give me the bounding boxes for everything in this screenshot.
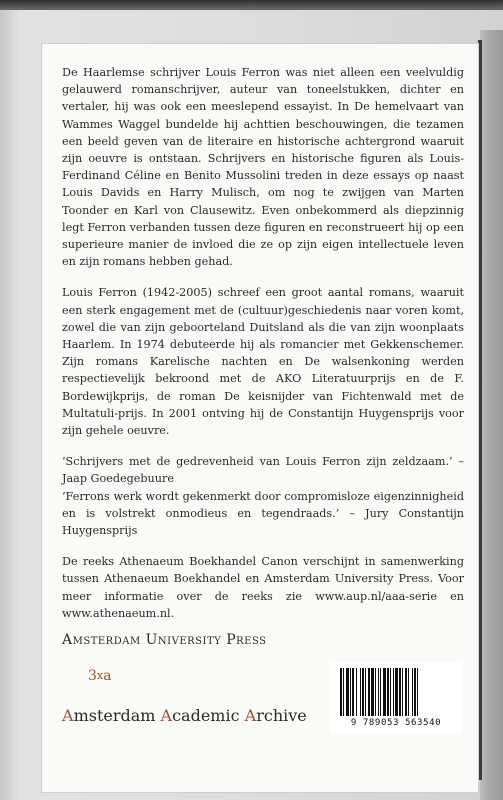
barcode-bar <box>402 668 403 716</box>
book-spine-edge <box>480 30 503 800</box>
barcode-bar <box>412 668 413 716</box>
review-quote: ‘Ferrons werk wordt gekenmerkt door compromisloze eigenzinnigheid en is volstrekt onmodieus en tegendraads.’ – Jury Constantijn Huygensprijs <box>62 489 464 538</box>
isbn-barcode <box>330 662 462 734</box>
barcode-bar <box>368 668 370 716</box>
aaa-logo <box>88 668 112 684</box>
book-top-edge <box>0 0 503 10</box>
barcode-bar <box>365 668 366 716</box>
logo-part: x <box>96 669 104 682</box>
imprint-word: cademic <box>172 706 245 725</box>
author-bio-paragraph: Louis Ferron (1942-2005) schreef een groot aantal romans, waaruit een sterk engagement met de (cultuur)geschiedenis naar voren komt, zowel die van zijn geboorteland Duitsland als die van zijn woonplaats Haarlem. In 1974 debuteerde hij als romancier met Gekkenschemer. Zijn romans Karelische nachten en De walsenkoning werden respectievelijk bekroond met de AKO Literatuurprijs en de F. Bordewijkprijs, de roman De keisnijder van Fichtenwald met de Multatuli-prijs. In 2001 ontving hij de Constantijn Huygensprijs voor zijn gehele oeuvre. <box>62 286 464 438</box>
barcode-bar <box>395 668 398 716</box>
barcode-bar <box>405 668 407 716</box>
imprint-initial: A <box>244 706 257 725</box>
series-info-paragraph: De reeks Athenaeum Boekhandel Canon verschijnt in samenwerking tussen Athenaeum Boekhandel en Amsterdam University Press. Voor meer informatie over de reeks zie www.aup.nl/aaa-serie en www.athenaeum.nl. <box>62 555 464 620</box>
blurb-paragraph: De Haarlemse schrijver Louis Ferron was niet alleen een veelvuldig gelauwerd romanschrijver, auteur van toneelstukken, dichter en vertaler, hij was ook een meeslepend essayist. In De hemelvaart van Wammes Waggel bundelde hij achttien beschouwingen, die tezamen een beeld geven van de literaire en historische achtergrond waaruit zijn oeuvre is ontstaan. Schrijvers en historische figuren als Louis-Ferdinand Céline en Benito Mussolini treden in deze essays op naast Louis Davids en Harry Mulisch, om nog te zwijgen van Marten Toonder en Karl von Clausewitz. Even onbekommerd als diepzinnig legt Ferron verbanden tussen deze figuren en reconstrueert hij op een superieure manier de invloed die ze op zijn eigen intellectuele leven en zijn romans hebben gehad. <box>62 66 464 269</box>
barcode-bar <box>340 668 342 716</box>
barcode-bar <box>352 668 354 716</box>
barcode-bar <box>414 668 416 716</box>
barcode-bar <box>393 668 394 716</box>
barcode-bar <box>346 668 349 716</box>
book-cover-shadow <box>478 40 482 780</box>
logo-part: 3 <box>88 668 97 684</box>
series-imprint <box>62 706 307 725</box>
barcode-bar <box>356 668 357 716</box>
review-quote: ‘Schrijvers met de gedrevenheid van Louis Ferron zijn zeldzaam.’ – Jaap Goedegebuure <box>62 455 464 486</box>
imprint-word: msterdam <box>73 706 161 725</box>
review-quotes <box>62 453 464 539</box>
imprint-word: rchive <box>256 706 307 725</box>
barcode-bar <box>371 668 374 716</box>
logo-part: a <box>103 668 112 684</box>
isbn-number: 9 789053 563540 <box>350 718 442 728</box>
barcode-bar <box>408 668 409 716</box>
barcode-bar <box>380 668 381 716</box>
barcode-bar <box>390 668 391 716</box>
barcode-bar <box>360 668 361 716</box>
barcode-bar <box>399 668 401 716</box>
imprint-initial: A <box>160 706 173 725</box>
back-cover-text <box>62 64 464 636</box>
barcode-bar <box>387 668 389 716</box>
publisher-name: Amsterdam University Press <box>62 632 267 648</box>
imprint-initial: A <box>62 706 74 725</box>
barcode-bar <box>375 668 376 716</box>
barcode-bar <box>378 668 379 716</box>
barcode-bar <box>383 668 386 716</box>
barcode-bar <box>350 668 351 716</box>
barcode-bar <box>343 668 344 716</box>
barcode-bar <box>417 668 418 716</box>
barcode-bar <box>362 668 364 716</box>
barcode-bars <box>340 668 452 716</box>
